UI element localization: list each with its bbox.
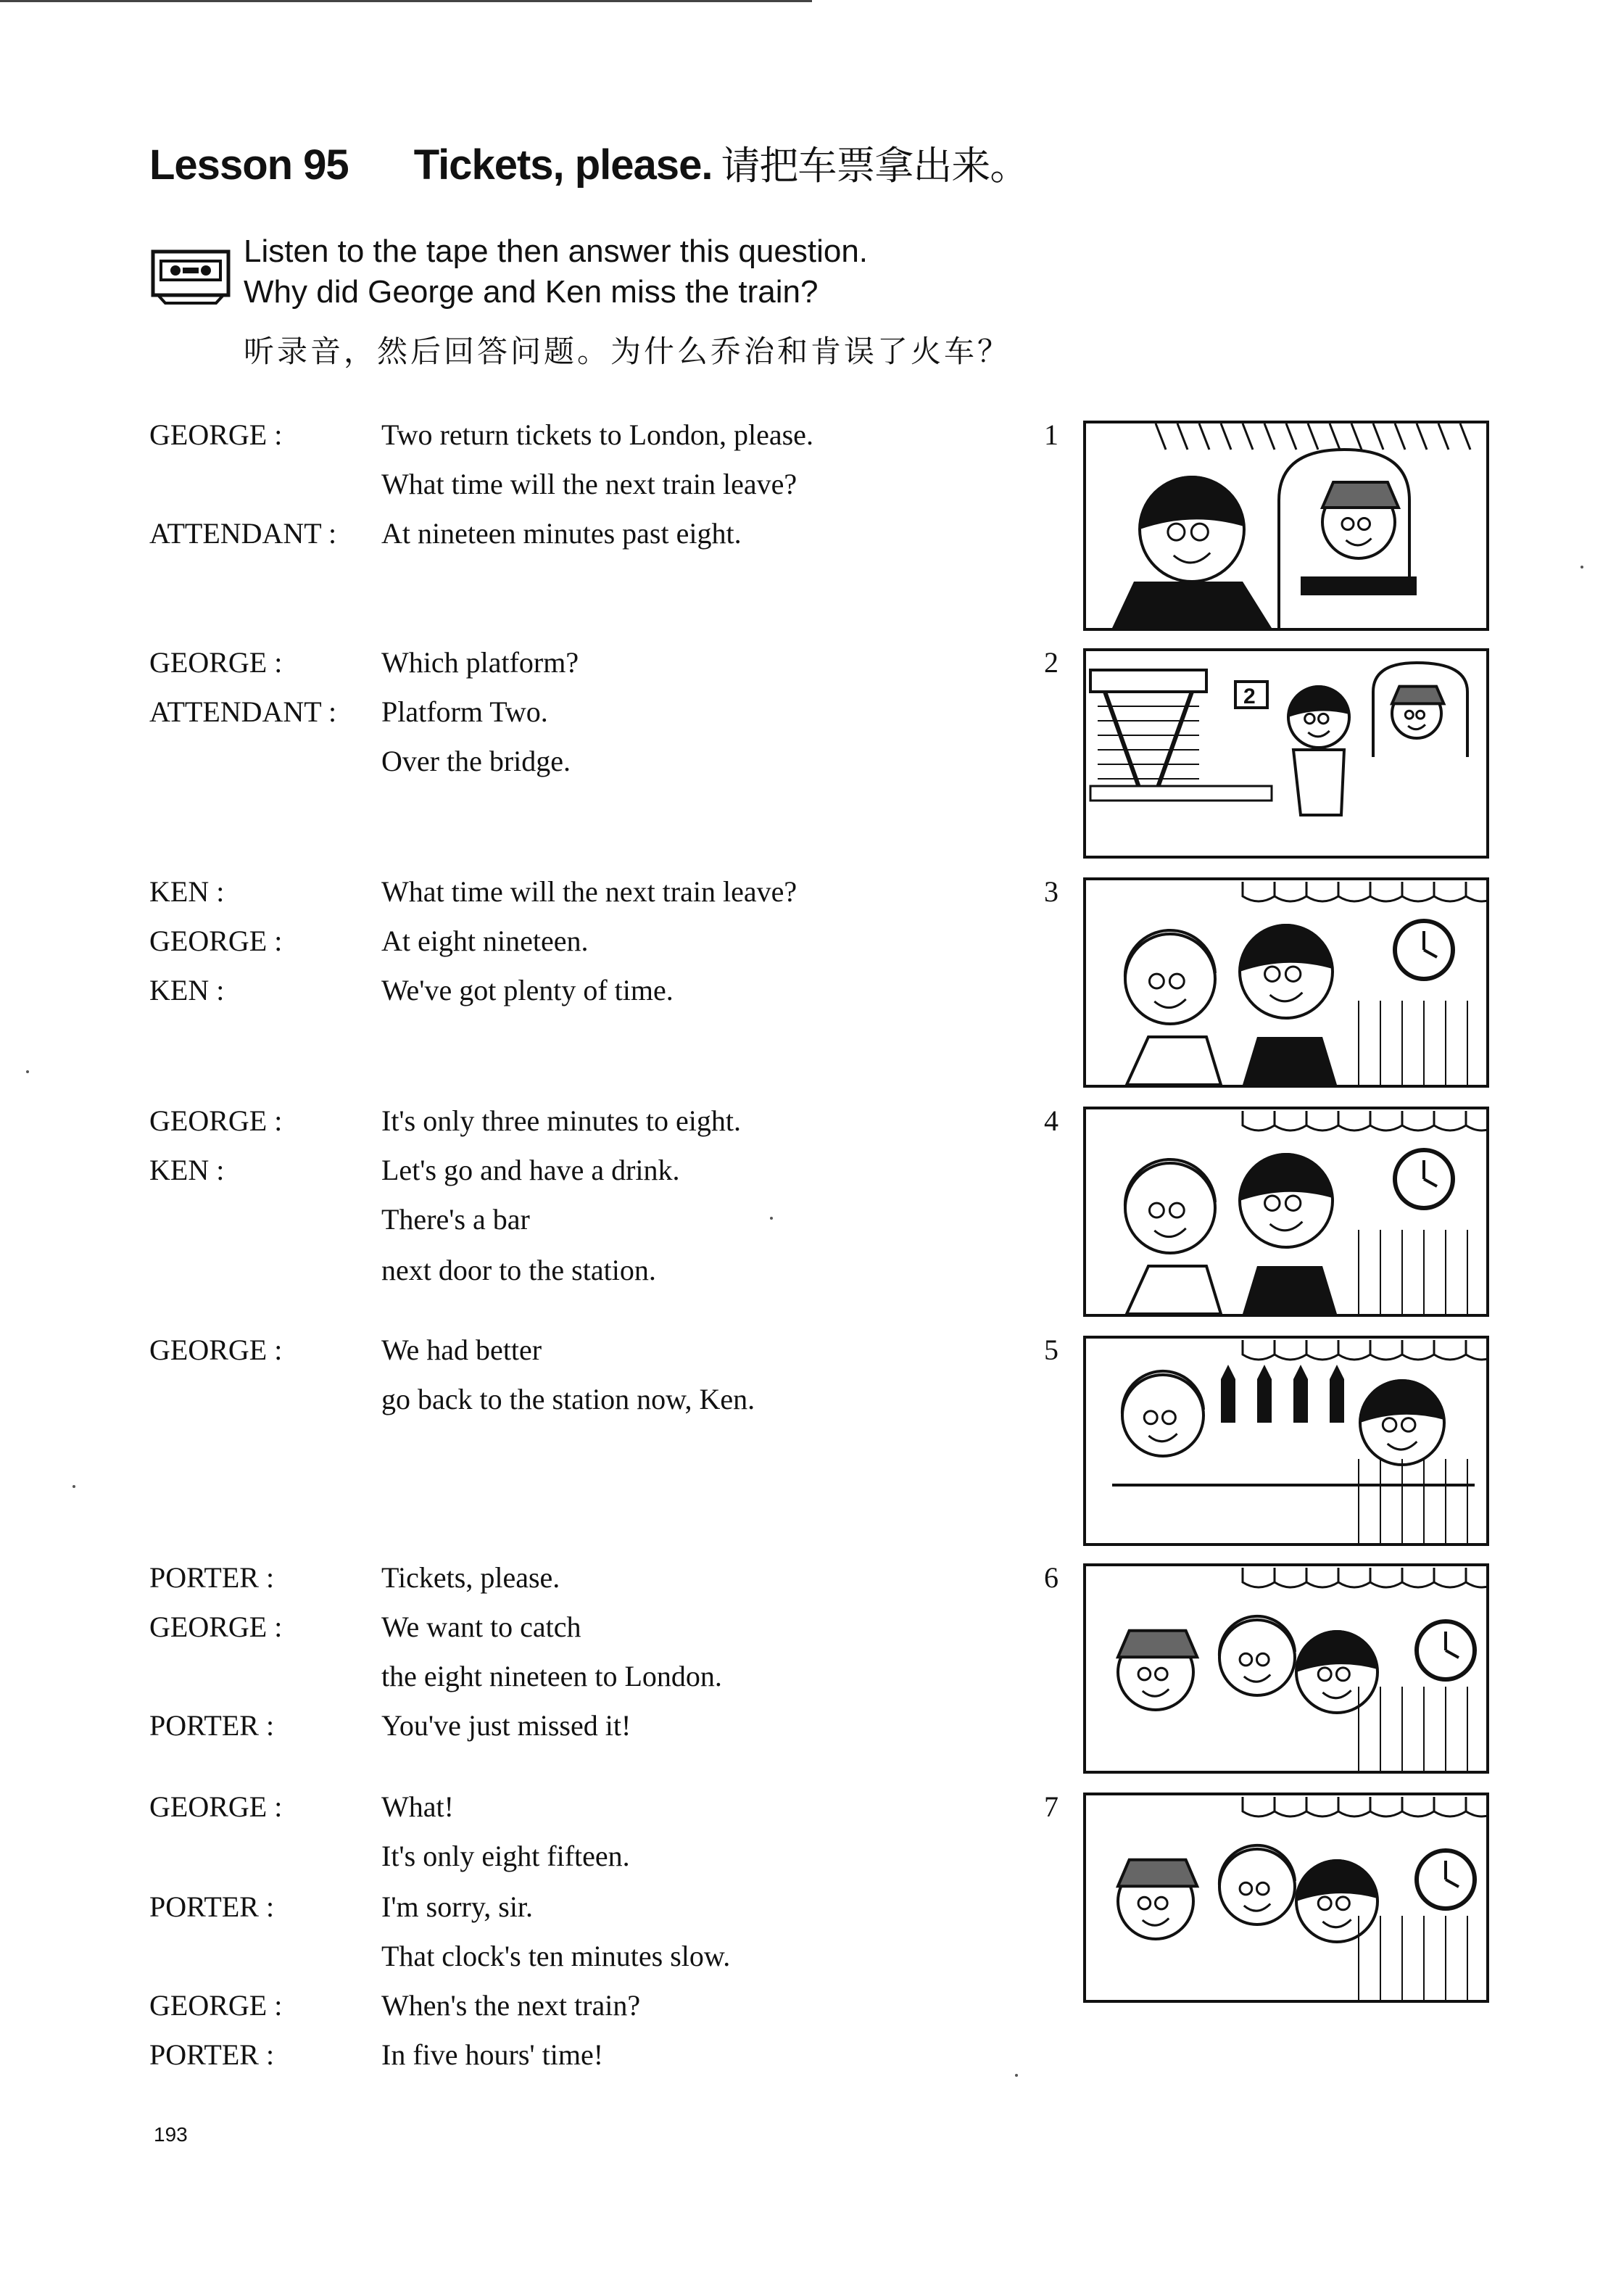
dialogue-speaker: KEN : — [149, 1154, 225, 1186]
dialogue-line: When's the next train? — [381, 1989, 641, 2022]
dialogue-speaker: KEN : — [149, 974, 225, 1006]
dialogue-speaker: GEORGE : — [149, 418, 283, 451]
dialogue-line: What time will the next train leave? — [381, 468, 798, 500]
dialogue-line: What time will the next train leave? — [381, 875, 798, 908]
dialogue-line: Two return tickets to London, please. — [381, 418, 813, 451]
lesson-number: Lesson 95 — [149, 141, 349, 189]
dialogue-line: You've just missed it! — [381, 1709, 631, 1742]
dialogue-line: It's only eight fifteen. — [381, 1840, 630, 1872]
instruction-line-zh: 听录音，然后回答问题。为什么乔治和肯误了火车？ — [244, 334, 1011, 369]
dialogue-line: Platform Two. — [381, 695, 548, 728]
picture-number: 1 — [1044, 418, 1058, 451]
dialogue-line: We've got plenty of time. — [381, 974, 674, 1006]
dialogue-line: We had better — [381, 1334, 542, 1366]
instruction-line-2: Why did George and Ken miss the train? — [244, 274, 819, 310]
dialogue-speaker: GEORGE : — [149, 1611, 283, 1643]
dialogue-line: In five hours' time! — [381, 2038, 604, 2071]
dialogue-speaker: ATTENDANT : — [149, 695, 337, 728]
picture-number: 6 — [1044, 1561, 1058, 1594]
speck — [72, 1485, 75, 1488]
dialogue-speaker: KEN : — [149, 875, 225, 908]
dialogue-line: There's a bar — [381, 1203, 530, 1236]
lesson-title-en: Tickets, please. — [413, 141, 713, 189]
dialogue-line: Which platform? — [381, 646, 579, 679]
dialogue-line: Let's go and have a drink. — [381, 1154, 680, 1186]
cassette-tape-icon — [151, 249, 231, 306]
dialogue-speaker: GEORGE : — [149, 1790, 283, 1823]
speck — [1015, 2074, 1018, 2077]
picture-number: 3 — [1044, 875, 1058, 908]
lesson-heading — [149, 135, 1028, 191]
picture-panel-7 — [1083, 1793, 1489, 2003]
dialogue-line: go back to the station now, Ken. — [381, 1383, 755, 1415]
picture-panel-3 — [1083, 877, 1489, 1088]
dialogue-line: What! — [381, 1790, 454, 1823]
dialogue-line: the eight nineteen to London. — [381, 1660, 722, 1692]
dialogue-line: It's only three minutes to eight. — [381, 1104, 742, 1137]
page-number: 193 — [154, 2123, 188, 2146]
dialogue-line: next door to the station. — [381, 1254, 656, 1286]
picture-panel-6 — [1083, 1563, 1489, 1774]
dialogue-speaker: GEORGE : — [149, 1104, 283, 1137]
picture-panel-1 — [1083, 421, 1489, 631]
dialogue-speaker: GEORGE : — [149, 925, 283, 957]
instruction-line-1: Listen to the tape then answer this question. — [244, 233, 869, 269]
dialogue-line: At eight nineteen. — [381, 925, 589, 957]
dialogue-speaker: GEORGE : — [149, 646, 283, 679]
picture-number: 2 — [1044, 646, 1058, 679]
dialogue-line: At nineteen minutes past eight. — [381, 517, 742, 550]
picture-panel-4 — [1083, 1107, 1489, 1317]
dialogue-speaker: GEORGE : — [149, 1989, 283, 2022]
picture-panel-5 — [1083, 1336, 1489, 1546]
lesson-title-zh: 请把车票拿出来。 — [721, 144, 1029, 188]
speck — [770, 1217, 773, 1220]
picture-number: 5 — [1044, 1334, 1058, 1366]
dialogue-speaker: PORTER : — [149, 1561, 275, 1594]
picture-number: 7 — [1044, 1790, 1058, 1823]
dialogue-line: We want to catch — [381, 1611, 581, 1643]
dialogue-line: Over the bridge. — [381, 745, 571, 777]
top-rule — [0, 0, 812, 2]
platform-sign: 2 — [1243, 685, 1256, 708]
dialogue-line: That clock's ten minutes slow. — [381, 1940, 731, 1972]
dialogue-line: I'm sorry, sir. — [381, 1890, 534, 1923]
dialogue-speaker: PORTER : — [149, 1890, 275, 1923]
dialogue-line: Tickets, please. — [381, 1561, 560, 1594]
picture-number: 4 — [1044, 1104, 1058, 1137]
dialogue-speaker: PORTER : — [149, 2038, 275, 2071]
dialogue-speaker: GEORGE : — [149, 1334, 283, 1366]
picture-panel-2 — [1083, 648, 1489, 859]
dialogue-speaker: PORTER : — [149, 1709, 275, 1742]
speck — [26, 1070, 29, 1073]
speck — [1580, 566, 1583, 568]
dialogue-speaker: ATTENDANT : — [149, 517, 337, 550]
